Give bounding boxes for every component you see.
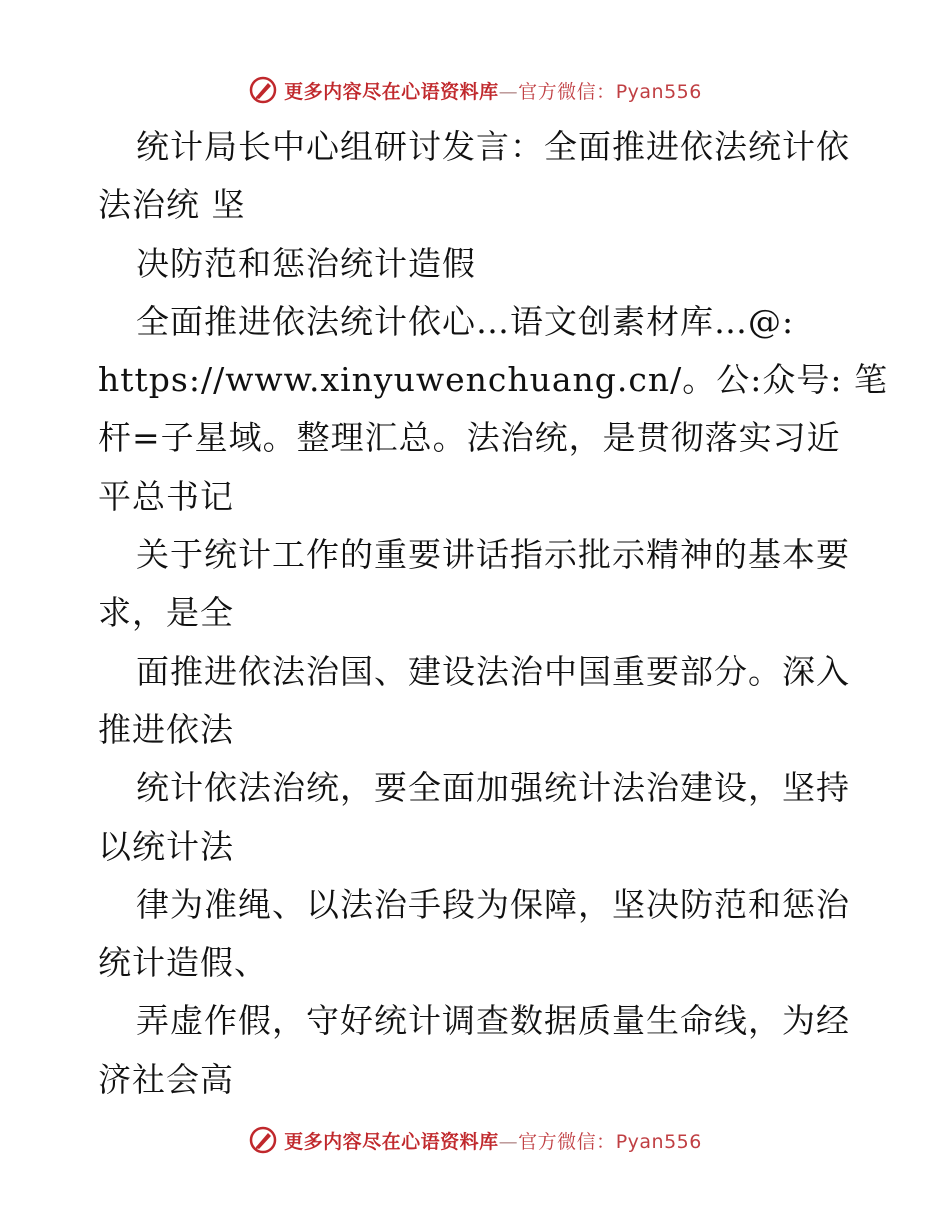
text-line: 法治统 坚 [98,185,246,225]
text-line: 统计局长中心组研讨发言：全面推进依法统计依 [136,127,850,166]
brush-pen-logo-icon [248,75,278,105]
watermark-separator: — [498,80,519,103]
text-line: 全面推进依法统计依心…语文创素材库…@: [136,301,795,341]
watermark-wechat-label: 官方微信： [518,1130,616,1153]
document-body [98,118,888,1109]
text-line: 关于统计工作的重要讲话指示批示精神的基本要 [136,535,850,575]
text-line: 律为准绳、以法治手段为保障，坚决防范和惩治 [136,884,850,924]
text-line: 求，是全 [98,593,234,633]
brush-pen-logo-icon [248,1125,278,1155]
watermark-text [284,1127,702,1154]
text-line: 面推进依法治国、建设法治中国重要部分。深入 [136,651,850,691]
watermark-text [284,77,702,104]
watermark-wechat-id: Pyan556 [615,80,702,103]
text-line: 平总书记 [98,476,234,516]
header-watermark-banner [0,70,950,110]
text-line: 决防范和惩治统计造假 [136,243,476,283]
footer-watermark-banner [0,1120,950,1160]
watermark-main-text: 更多内容尽在心语资料库 [284,1130,499,1153]
text-line: 济社会高 [98,1059,234,1099]
text-line: 推进依法 [98,709,234,749]
text-line: 以统计法 [98,826,234,866]
text-line: 杆=子星域。整理汇总。法治统，是贯彻落实习近 [98,418,841,458]
watermark-wechat-label: 官方微信： [518,80,616,103]
watermark-separator: — [498,1130,519,1153]
watermark-main-text: 更多内容尽在心语资料库 [284,80,499,103]
text-line: https://www.xinyuwenchuang.cn/。公:众号: 笔 [98,360,888,400]
text-line: 统计造假、 [98,943,268,983]
text-line: 弄虚作假，守好统计调查数据质量生命线，为经 [136,1001,850,1041]
text-line: 统计依法治统，要全面加强统计法治建设，坚持 [136,768,850,808]
watermark-wechat-id: Pyan556 [615,1130,702,1153]
